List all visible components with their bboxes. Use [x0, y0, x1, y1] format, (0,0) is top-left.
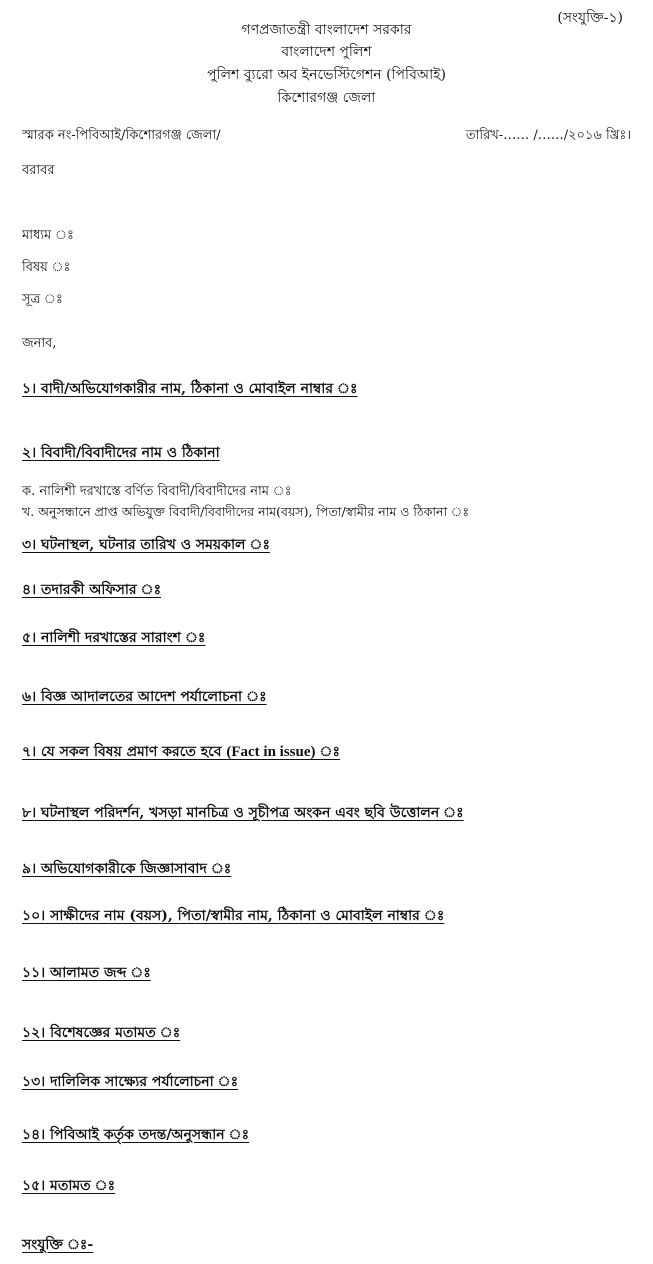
- section-7-heading: [22, 740, 340, 764]
- attachment-label: সংযুক্তি ঃ-: [22, 1237, 94, 1253]
- header-government: গণপ্রজাতন্ত্রী বাংলাদেশ সরকার: [241, 22, 412, 38]
- section-3-heading: ৩। ঘটনাস্থল, ঘটনার তারিখ ও সময়কাল ঃ: [22, 537, 270, 553]
- section-2b-text: খ. অনুসন্ধানে প্রাপ্ত অভিযুক্ত বিবাদী/বিবাদীদের নাম(বয়স), পিতা/স্বামীর নাম ও ঠিকানা ঃ: [22, 504, 469, 519]
- section-5-heading: ৫। নালিশী দরখাস্তের সারাংশ ঃ: [22, 630, 206, 646]
- section-15-heading: ১৫। মতামত ঃ: [22, 1178, 116, 1194]
- subject-label: বিষয় ঃ: [22, 260, 71, 275]
- section-14-heading: ১৪। পিবিআই কর্তৃক তদন্ত/অনুসন্ধান ঃ: [22, 1127, 250, 1143]
- via-label: মাধ্যম ঃ: [22, 228, 74, 243]
- header-district: কিশোরগঞ্জ জেলা: [277, 90, 376, 106]
- header-police: বাংলাদেশ পুলিশ: [281, 44, 372, 60]
- reference-label: সূত্র ঃ: [22, 292, 63, 307]
- salutation: জনাব,: [22, 336, 57, 351]
- section-11-heading: ১১। আলামত জব্দ ঃ: [22, 965, 151, 981]
- annex-label: (সংযুক্তি-১): [557, 10, 623, 26]
- section-8-heading: ৮। ঘটনাস্থল পরিদর্শন, খসড়া মানচিত্র ও সূচীপত্র অংকন এবং ছবি উত্তোলন ঃ: [22, 805, 464, 821]
- section-2-heading: ২। বিবাদী/বিবাদীদের নাম ও ঠিকানা: [22, 445, 220, 461]
- section-7-suffix: ঃ: [315, 744, 340, 760]
- memo-date: তারিখ-…… /……/২০১৬ খ্রিঃ।: [465, 128, 631, 143]
- section-7-text: ৭। যে সকল বিষয় প্রমাণ করতে হবে: [22, 744, 227, 760]
- section-13-heading: ১৩। দালিলিক সাক্ষ্যের পর্যালোচনা ঃ: [22, 1074, 239, 1090]
- section-2a-text: ক. নালিশী দরখাস্তে বর্ণিত বিবাদী/বিবাদীদের নাম ঃ: [22, 484, 292, 499]
- addressee-label: বরাবর: [22, 163, 55, 178]
- section-10-heading: ১০। সাক্ষীদের নাম (বয়স), পিতা/স্বামীর নাম, ঠিকানা ও মোবাইল নাম্বার ঃ: [22, 908, 445, 924]
- memo-number: স্মারক নং-পিবিআই/কিশোরগঞ্জ জেলা/: [22, 128, 221, 143]
- section-7-english: (Fact in issue): [226, 744, 316, 760]
- section-1-heading: ১। বাদী/অভিযোগকারীর নাম, ঠিকানা ও মোবাইল নাম্বার ঃ: [22, 381, 358, 397]
- header-pbi: পুলিশ ব্যুরো অব ইনভেস্টিগেশন (পিবিআই): [207, 67, 446, 83]
- section-4-heading: ৪। তদারকী অফিসার ঃ: [22, 582, 162, 598]
- section-12-heading: ১২। বিশেষজ্ঞের মতামত ঃ: [22, 1025, 181, 1041]
- section-6-heading: ৬। বিজ্ঞ আদালতের আদেশ পর্যালোচনা ঃ: [22, 689, 267, 705]
- section-9-heading: ৯। অভিযোগকারীকে জিজ্ঞাসাবাদ ঃ: [22, 861, 232, 877]
